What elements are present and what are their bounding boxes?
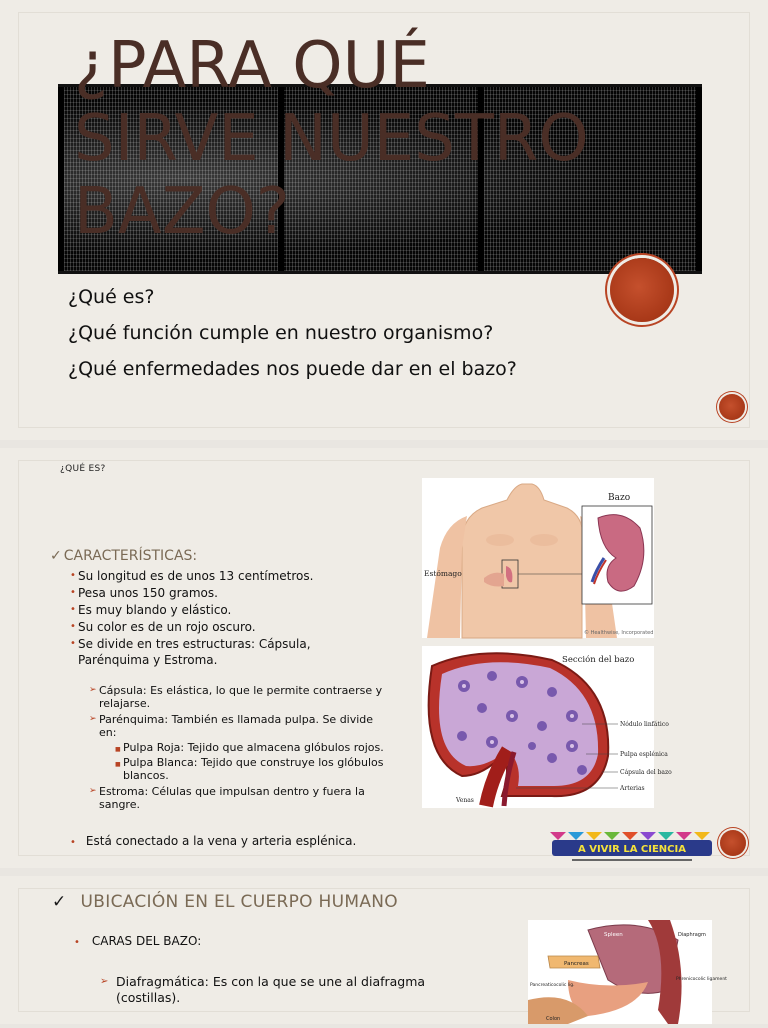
slide-title-text: ¿PARA QUÉ SIRVE NUESTRO BAZO? <box>74 29 589 249</box>
label-bazo: Bazo <box>608 493 631 503</box>
decorative-circle-large <box>610 258 674 322</box>
torso-illustration <box>422 478 654 638</box>
spleen-section-image <box>422 646 672 808</box>
science-banner <box>548 828 716 868</box>
structure-pulpa-blanca: ■ Pulpa Blanca: Tejido que construye los glóbulos blancos. <box>115 756 390 782</box>
label-pulpa: Pulpa esplénica <box>620 751 668 758</box>
label-nodulo: Nódulo linfático <box>620 721 669 728</box>
question-item: ¿Qué enfermedades nos puede dar en el bazo? <box>68 358 517 380</box>
label-diaphragm: Diaphragm <box>678 932 706 938</box>
decorative-circle-small <box>719 394 745 420</box>
spleen-location-illustration <box>528 920 727 1024</box>
decorative-circle-small <box>720 830 746 856</box>
torso-spleen-image <box>422 478 654 638</box>
label-capsula: Cápsula del bazo <box>620 769 672 776</box>
label-venas: Venas <box>456 797 474 804</box>
image-credit: © Healthwise, Incorporated <box>584 630 654 636</box>
label-arterias: Arterias <box>620 785 645 792</box>
label-spleen: Spleen <box>604 932 623 938</box>
list-item: • Su color es de un rojo oscuro. <box>70 619 360 635</box>
slide-ubicacion <box>0 876 768 1024</box>
structure-parenquima: ➢ Parénquima: También es llamada pulpa. Se divide en: ■ Pulpa Roja: Tejido que almacena glóbulos rojos. ■ Pulpa Blanca: Tejido que construye los glóbulos blancos. <box>90 713 390 782</box>
connection-note: • Está conectado a la vena y arteria esplénica. <box>70 834 356 848</box>
diafragmatica-item: ➢ Diafragmática: Es con la que se une al diafragma (costillas). <box>100 974 440 1006</box>
label-seccion: Sección del bazo <box>562 655 635 665</box>
characteristics-heading: ✓ CARACTERÍSTICAS: <box>50 548 198 564</box>
question-item: ¿Qué función cumple en nuestro organismo? <box>68 322 494 344</box>
structures-list <box>90 684 390 814</box>
slide-title <box>0 0 768 440</box>
check-icon: ✓ <box>50 548 62 564</box>
questions-list <box>68 284 548 392</box>
parenquima-sublist <box>115 741 390 782</box>
label-phrenicocolic: Phrenicocolic ligament <box>676 977 727 982</box>
slide-small-heading: ¿QUÉ ES? <box>60 464 106 474</box>
characteristics-list <box>70 568 360 669</box>
banner-text: A VIVIR LA CIENCIA <box>578 844 686 855</box>
spleen-section-illustration <box>422 646 672 808</box>
label-pancreas: Pancreas <box>564 961 589 967</box>
slide-que-es <box>0 448 768 868</box>
list-item: • Es muy blando y elástico. <box>70 602 360 618</box>
caras-heading: • CARAS DEL BAZO: <box>74 934 201 948</box>
structure-pulpa-roja: ■ Pulpa Roja: Tejido que almacena glóbulos rojos. <box>115 741 390 754</box>
structure-estroma: ➢ Estroma: Células que impulsan dentro y fuera la sangre. <box>90 785 390 811</box>
question-item: ¿Qué es? <box>68 286 155 308</box>
check-icon: ✓ <box>52 892 67 912</box>
ubicacion-heading: ✓ UBICACIÓN EN EL CUERPO HUMANO <box>52 892 398 912</box>
label-pancreaticocolic: Pancreaticocolic lig. <box>530 983 575 988</box>
banner-illustration <box>548 828 716 868</box>
list-item: • Se divide en tres estructuras: Cápsula, Parénquima y Estroma. <box>70 636 360 668</box>
list-item: • Pesa unos 150 gramos. <box>70 585 360 601</box>
list-item: • Su longitud es de unos 13 centímetros. <box>70 568 360 584</box>
structure-capsula: ➢ Cápsula: Es elástica, lo que le permite contraerse y relajarse. <box>90 684 390 710</box>
label-colon: Colon <box>546 1016 561 1022</box>
spleen-location-image <box>528 920 727 1024</box>
label-estomago: Estómago <box>424 569 462 578</box>
